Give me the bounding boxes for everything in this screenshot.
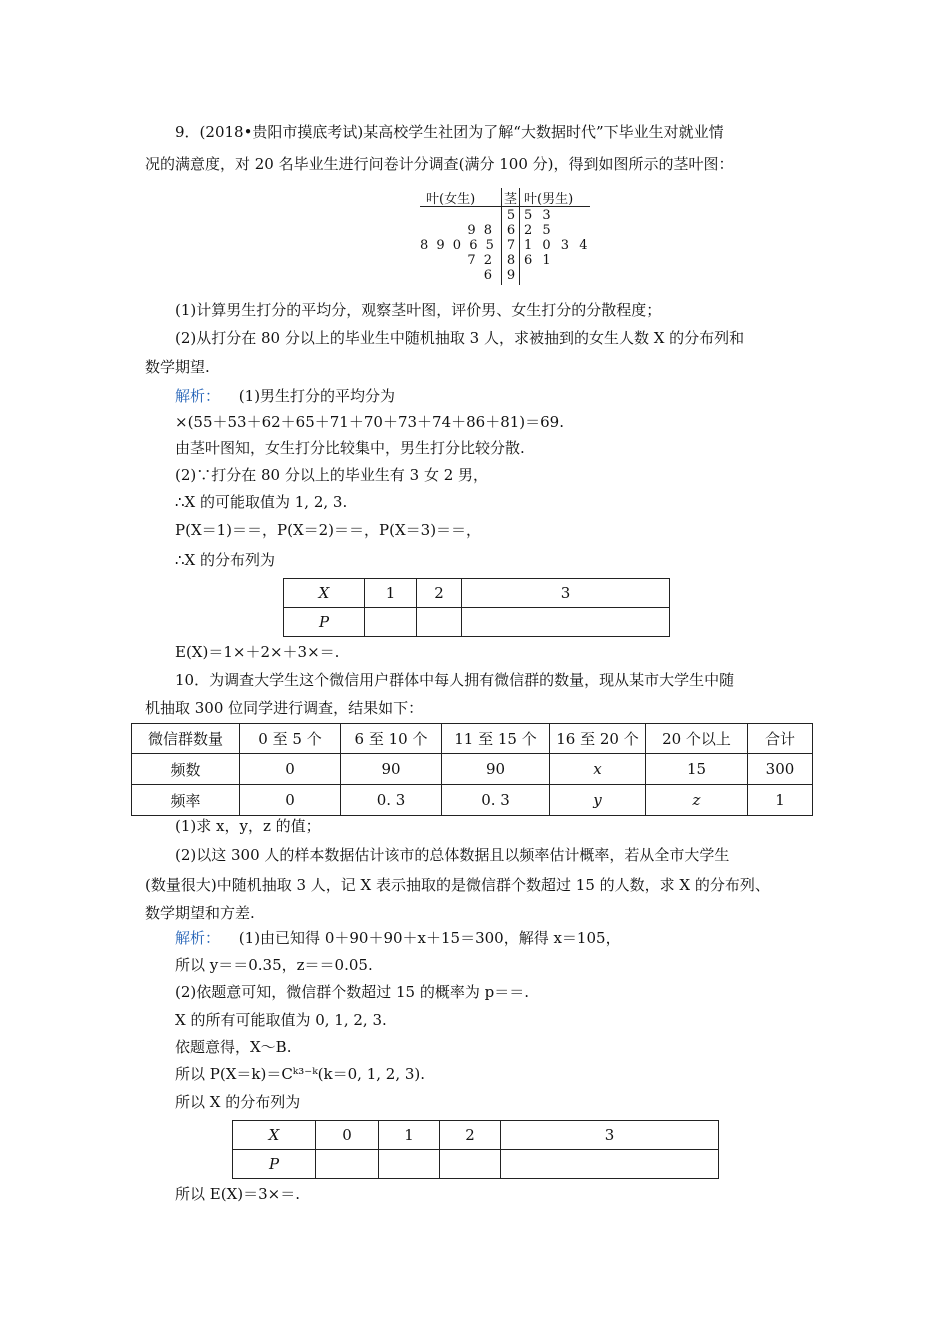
q10-sub1: (1)求 x，y，z 的值； — [175, 817, 321, 835]
q9-sub2b: 数学期望. — [145, 358, 210, 376]
table-cell: 6 至 10 个 — [341, 724, 442, 754]
table-cell: 频数 — [132, 754, 240, 785]
stem-leaf-right: 1 0 3 4 — [524, 238, 591, 253]
table-cell: 微信群数量 — [132, 724, 240, 754]
stem-leaf-stem: 8 — [506, 253, 516, 268]
table-cell: 1 — [365, 579, 417, 608]
jiexi-label: 解析： — [175, 929, 221, 947]
table-cell: 0 — [316, 1121, 379, 1150]
table-cell — [440, 1150, 501, 1179]
jiexi-label: 解析： — [175, 387, 221, 405]
table-cell: 15 — [646, 754, 748, 785]
q9-sol7: ∴X 的分布列为 — [175, 551, 275, 569]
q9-line2: 况的满意度，对 20 名毕业生进行问卷计分调查(满分 100 分)，得到如图所示的茎叶图： — [145, 155, 734, 173]
table-cell: 1 — [748, 785, 813, 816]
stem-leaf-stem-header: 茎 — [504, 192, 518, 207]
table-cell: 2 — [417, 579, 462, 608]
q10-data-table — [131, 723, 813, 816]
table-cell: 0 至 5 个 — [240, 724, 341, 754]
q9-sol3: 由茎叶图知，女生打分比较集中，男生打分比较分散. — [175, 439, 525, 457]
table-cell: 11 至 15 个 — [442, 724, 550, 754]
stem-leaf-divider-right — [519, 188, 520, 285]
table-cell: 20 个以上 — [646, 724, 748, 754]
stem-leaf-left: 7 2 — [467, 253, 494, 268]
stem-leaf-header-rule — [420, 206, 590, 207]
stem-leaf-stem: 9 — [506, 268, 516, 283]
q9-distribution-table — [283, 578, 670, 637]
table-cell: 0 — [240, 785, 341, 816]
stem-leaf-stem: 7 — [506, 238, 516, 253]
table-cell: 2 — [440, 1121, 501, 1150]
table-cell: 16 至 20 个 — [550, 724, 646, 754]
table-cell: x — [550, 754, 646, 785]
table-cell: 1 — [379, 1121, 440, 1150]
table-cell — [462, 608, 670, 637]
table-cell: P — [233, 1150, 316, 1179]
q10-sol1: (1)由已知得 0＋90＋90＋x＋15＝300，解得 x＝105， — [238, 929, 621, 947]
q9-sub2a: (2)从打分在 80 分以上的毕业生中随机抽取 3 人，求被抽到的女生人数 X 的分布列和 — [175, 329, 745, 347]
table-cell — [316, 1150, 379, 1179]
table-cell: 0. 3 — [442, 785, 550, 816]
q10-line2: 机抽取 300 位同学进行调查，结果如下： — [145, 699, 424, 717]
q10-distribution-table — [232, 1120, 719, 1179]
q10-sub2a: (2)以这 300 人的样本数据估计该市的总体数据且以频率估计概率，若从全市大学生 — [175, 846, 730, 864]
table-cell: 90 — [442, 754, 550, 785]
table-cell — [379, 1150, 440, 1179]
table-cell: 90 — [341, 754, 442, 785]
q9-line1: 9．(2018•贵阳市摸底考试)某高校学生社团为了解“大数据时代”下毕业生对就业情 — [175, 123, 724, 141]
table-cell: 3 — [462, 579, 670, 608]
table-cell — [417, 608, 462, 637]
stem-leaf-stem: 5 — [506, 208, 516, 223]
q9-expectation: E(X)＝1×＋2×＋3×＝. — [175, 643, 340, 661]
table-cell: 0. 3 — [341, 785, 442, 816]
stem-leaf-left: 8 9 0 6 5 — [420, 238, 496, 253]
q9-sol4: (2)∵打分在 80 分以上的毕业生有 3 女 2 男， — [175, 466, 489, 484]
stem-leaf-right: 6 1 — [524, 253, 554, 268]
q10-sub2b: (数量很大)中随机抽取 3 人，记 X 表示抽取的是微信群个数超过 15 的人数，求 X 的分布列、 — [145, 876, 770, 894]
stem-leaf-right-header: 叶(男生) — [524, 192, 574, 207]
q9-sol6: P(X＝1)＝＝，P(X＝2)＝＝，P(X＝3)＝＝， — [175, 521, 482, 539]
table-cell: 合计 — [748, 724, 813, 754]
stem-leaf-right: 5 3 — [524, 208, 554, 223]
q10-sub2c: 数学期望和方差. — [145, 904, 255, 922]
table-cell: 3 — [501, 1121, 719, 1150]
q9-sol2: ×(55＋53＋62＋65＋71＋70＋73＋74＋86＋81)＝69. — [175, 413, 564, 431]
q10-sol6: 所以 P(X＝k)＝Cᵏ³⁻ᵏ(k＝0, 1, 2, 3). — [175, 1065, 426, 1083]
q10-solution-line1 — [175, 928, 621, 948]
table-cell — [501, 1150, 719, 1179]
q9-solution-line1 — [175, 386, 395, 406]
stem-leaf-stem: 6 — [506, 223, 516, 238]
q10-sol5: 依题意得，X～B. — [175, 1038, 292, 1056]
table-cell: 0 — [240, 754, 341, 785]
stem-leaf-divider-left — [501, 188, 502, 285]
q10-expectation: 所以 E(X)＝3×＝. — [175, 1185, 300, 1203]
stem-leaf-left: 9 8 — [467, 223, 494, 238]
stem-leaf-left: 6 — [483, 268, 494, 283]
table-cell: y — [550, 785, 646, 816]
table-cell: 频率 — [132, 785, 240, 816]
q9-sol5: ∴X 的可能取值为 1, 2, 3. — [175, 493, 348, 511]
q10-sol4: X 的所有可能取值为 0, 1, 2, 3. — [175, 1011, 387, 1029]
table-cell: X — [233, 1121, 316, 1150]
q10-sol7: 所以 X 的分布列为 — [175, 1093, 301, 1111]
table-cell: 300 — [748, 754, 813, 785]
q9-sol1: (1)男生打分的平均分为 — [238, 387, 396, 405]
q10-sol2: 所以 y＝＝0.35，z＝＝0.05. — [175, 956, 373, 974]
stem-leaf-right: 2 5 — [524, 223, 554, 238]
table-cell — [365, 608, 417, 637]
q10-sol3: (2)依题意可知，微信群个数超过 15 的概率为 p＝＝. — [175, 983, 530, 1001]
q10-line1: 10．为调查大学生这个微信用户群体中每人拥有微信群的数量，现从某市大学生中随 — [175, 671, 735, 689]
q9-sub1: (1)计算男生打分的平均分，观察茎叶图，评价男、女生打分的分散程度； — [175, 301, 662, 319]
table-cell: P — [284, 608, 365, 637]
stem-leaf-plot — [420, 188, 590, 288]
stem-leaf-left-header: 叶(女生) — [426, 192, 476, 207]
table-cell: z — [646, 785, 748, 816]
table-cell: X — [284, 579, 365, 608]
